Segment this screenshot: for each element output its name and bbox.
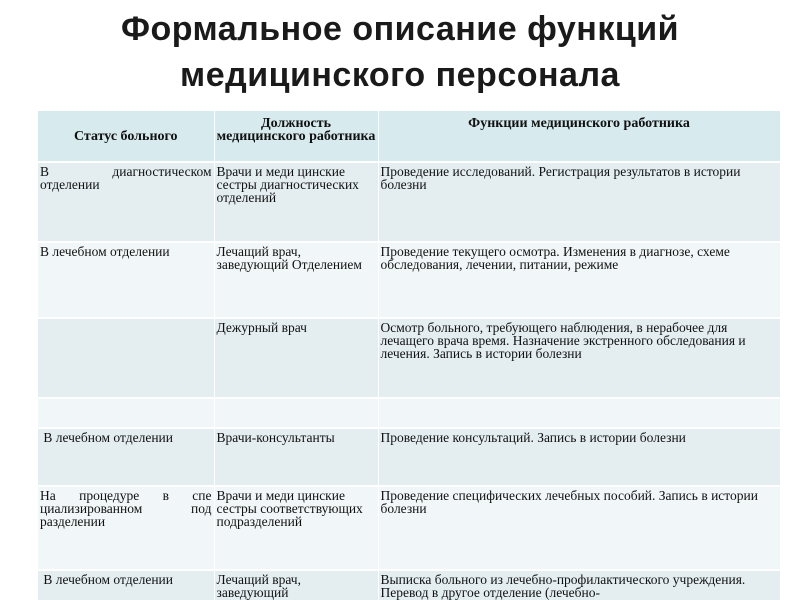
cell-status: В лечебном отделении bbox=[38, 570, 214, 600]
cell-functions: Проведение специфических лечебных пособий. Запись в истории болезни bbox=[378, 486, 780, 570]
header-staff-position: Должность медицинского работника bbox=[214, 111, 378, 162]
table-row bbox=[38, 318, 780, 398]
cell-status: В лечебном отделении bbox=[38, 428, 214, 486]
cell-status: На процедуре в спе циализированном под разделении bbox=[38, 486, 214, 570]
table-row bbox=[38, 162, 780, 242]
header-staff-functions: Функции медицинского работника bbox=[378, 111, 780, 162]
cell-status: В диагностическом отделении bbox=[38, 162, 214, 242]
title-line-2: медицинского персонала bbox=[180, 56, 620, 94]
cell-position bbox=[214, 398, 378, 428]
cell-position: Лечащий врач, заведующий Отделением bbox=[214, 242, 378, 318]
cell-functions bbox=[378, 398, 780, 428]
cell-status: В лечебном отделении bbox=[38, 242, 214, 318]
slide-title bbox=[0, 6, 800, 98]
cell-functions: Выписка больного из лечебно-профилактического учреждения. Перевод в другое отделение (лечебно- bbox=[378, 570, 780, 600]
cell-functions: Проведение консультаций. Запись в истории болезни bbox=[378, 428, 780, 486]
table-row bbox=[38, 486, 780, 570]
table-header-row bbox=[38, 111, 780, 162]
header-patient-status: Статус больного bbox=[38, 111, 214, 162]
cell-position: Врачи и меди цинские сестры соответствующих подразделений bbox=[214, 486, 378, 570]
table-row bbox=[38, 398, 780, 428]
cell-position: Врачи-консультанты bbox=[214, 428, 378, 486]
cell-status bbox=[38, 318, 214, 398]
cell-status bbox=[38, 398, 214, 428]
staff-functions-table bbox=[38, 111, 781, 600]
cell-position: Лечащий врач, заведующий bbox=[214, 570, 378, 600]
table-row bbox=[38, 428, 780, 486]
cell-position: Дежурный врач bbox=[214, 318, 378, 398]
cell-functions: Проведение исследований. Регистрация результатов в истории болезни bbox=[378, 162, 780, 242]
cell-functions: Осмотр больного, требующего наблюдения, в нерабочее для лечащего врача время. Назначение экстренного обследования и лечения. Запись в истории болезни bbox=[378, 318, 780, 398]
title-line-1: Формальное описание функций bbox=[120, 10, 680, 48]
table-row bbox=[38, 242, 780, 318]
cell-functions: Проведение текущего осмотра. Изменения в диагнозе, схеме обследования, лечении, питании, режиме bbox=[378, 242, 780, 318]
cell-position: Врачи и меди цинские сестры диагностических отделений bbox=[214, 162, 378, 242]
table-row bbox=[38, 570, 780, 600]
